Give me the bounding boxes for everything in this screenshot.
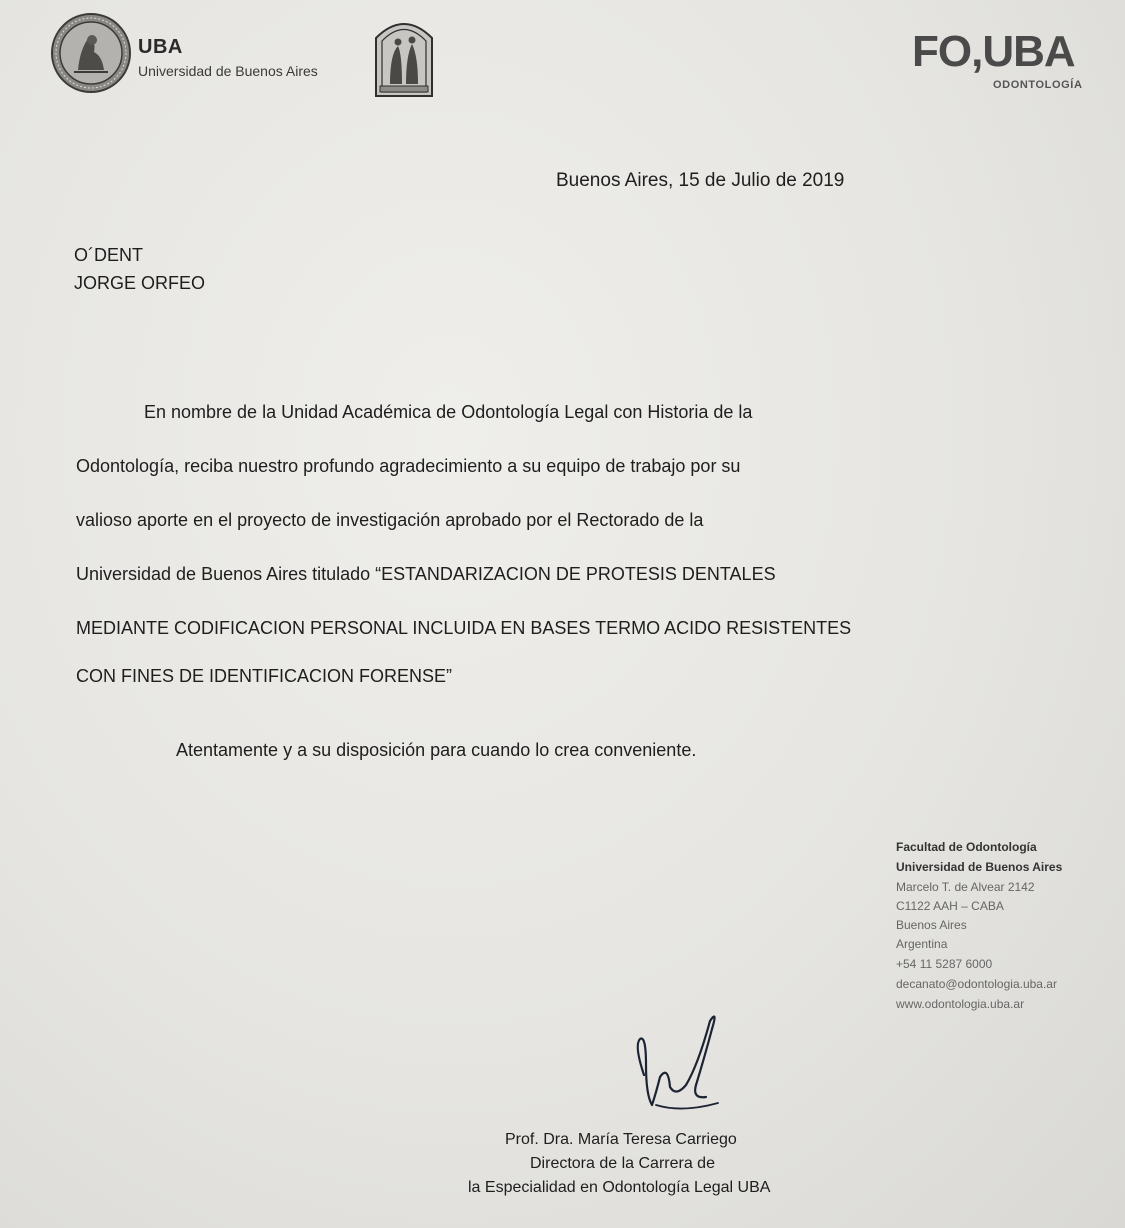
faculty-crest-icon: [372, 14, 436, 98]
body-line: Universidad de Buenos Aires titulado “ESTANDARIZACION DE PROTESIS DENTALES: [76, 564, 776, 584]
signatory-role: Directora de la Carrera de: [530, 1155, 715, 1172]
contact-email: decanato@odontologia.uba.ar: [896, 977, 1057, 991]
contact-postal: C1122 AAH – CABA: [896, 899, 1004, 913]
contact-country: Argentina: [896, 937, 948, 951]
fo-uba-logo: FO,UBA: [912, 27, 1075, 76]
contact-faculty: Facultad de Odontología: [896, 840, 1037, 854]
body-line: MEDIANTE CODIFICACION PERSONAL INCLUIDA EN BASES TERMO ACIDO RESISTENTES: [76, 618, 852, 638]
contact-university: Universidad de Buenos Aires: [896, 860, 1063, 874]
recipient-line-2: JORGE ORFEO: [74, 273, 206, 293]
contact-city: Buenos Aires: [896, 918, 967, 932]
body-line: valioso aporte en el proyecto de investigación aprobado por el Rectorado de la: [76, 510, 704, 530]
closing-line: Atentamente y a su disposición para cuando lo crea conveniente.: [176, 740, 697, 760]
contact-street: Marcelo T. de Alvear 2142: [896, 880, 1035, 894]
body-line: CON FINES DE IDENTIFICACION FORENSE”: [76, 666, 453, 686]
contact-web: www.odontologia.uba.ar: [896, 997, 1025, 1011]
letter-date: Buenos Aires, 15 de Julio de 2019: [556, 170, 845, 191]
recipient-line-1: O´DENT: [74, 245, 143, 265]
signatory-specialty: la Especialidad en Odontología Legal UBA: [468, 1179, 771, 1196]
uba-full-name: Universidad de Buenos Aires: [138, 63, 318, 79]
uba-seal-icon: [50, 12, 132, 94]
signatory-name: Prof. Dra. María Teresa Carriego: [505, 1131, 737, 1148]
body-line: En nombre de la Unidad Académica de Odontología Legal con Historia de la: [144, 402, 753, 422]
fo-uba-subtitle: ODONTOLOGÍA: [993, 79, 1083, 91]
contact-phone: +54 11 5287 6000: [896, 957, 993, 971]
signature-icon: [626, 1005, 736, 1115]
uba-name: UBA: [138, 36, 183, 58]
body-line: Odontología, reciba nuestro profundo agradecimiento a su equipo de trabajo por su: [76, 456, 741, 476]
